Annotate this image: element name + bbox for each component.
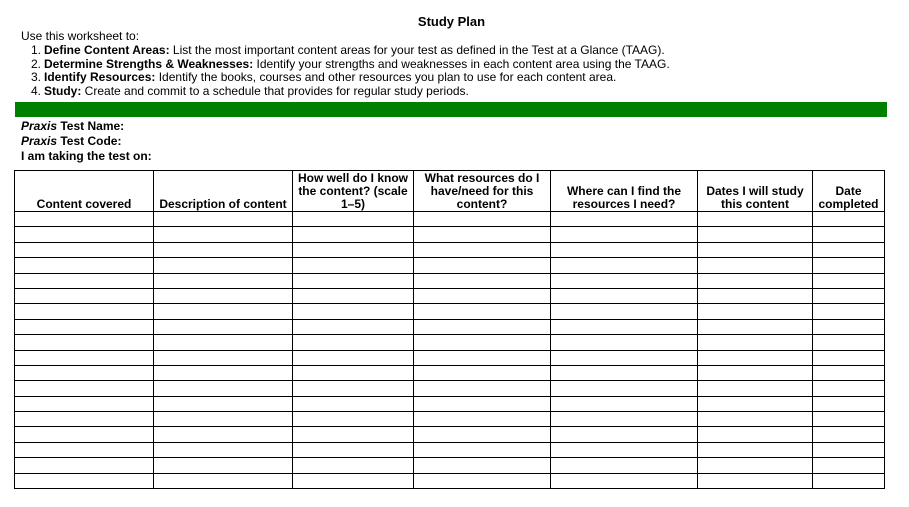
table-cell[interactable] [15,396,154,411]
table-header-row [15,171,885,212]
table-cell[interactable] [293,319,414,334]
table-cell[interactable] [154,258,293,273]
table-cell[interactable] [154,273,293,288]
table-cell[interactable] [414,319,551,334]
table-cell[interactable] [154,350,293,365]
table-row [15,381,885,396]
table-cell[interactable] [551,335,698,350]
table-cell[interactable] [698,350,813,365]
table-cell[interactable] [15,319,154,334]
table-cell[interactable] [154,412,293,427]
test-code-label: Test Code: [57,134,122,148]
instruction-text: Create and commit to a schedule that provides for regular study periods. [81,83,469,98]
table-cell[interactable] [813,258,885,273]
table-cell[interactable] [293,335,414,350]
table-cell[interactable] [551,412,698,427]
instruction-item [31,44,670,58]
table-cell[interactable] [813,396,885,411]
table-row [15,319,885,334]
table-cell[interactable] [813,242,885,257]
table-row [15,442,885,457]
table-cell[interactable] [293,396,414,411]
table-cell[interactable] [414,350,551,365]
instruction-item [31,58,670,72]
section-divider-bar [15,102,887,117]
instruction-text: List the most important content areas for your test as defined in the Test at a Glance (TAAG). [169,43,665,57]
table-cell[interactable] [698,412,813,427]
table-cell[interactable] [15,381,154,396]
table-cell[interactable] [551,212,698,227]
table-cell[interactable] [698,458,813,473]
table-cell[interactable] [154,365,293,380]
instruction-list [31,44,670,98]
header-content-covered: Content covered [15,171,154,212]
table-row [15,258,885,273]
instruction-item [31,71,670,85]
table-cell[interactable] [551,304,698,319]
table-cell[interactable] [414,335,551,350]
table-cell[interactable] [813,381,885,396]
table-cell[interactable] [414,473,551,488]
table-cell[interactable] [154,396,293,411]
table-cell[interactable] [698,242,813,257]
table-cell[interactable] [414,288,551,303]
header-knowledge-scale: How well do I know the content? (scale 1–5) [293,171,414,212]
table-cell[interactable] [154,335,293,350]
header-resources: What resources do I have/need for this content? [414,171,551,212]
table-row [15,242,885,257]
table-cell[interactable] [698,273,813,288]
table-cell[interactable] [698,288,813,303]
table-cell[interactable] [698,442,813,457]
table-cell[interactable] [15,335,154,350]
table-row [15,412,885,427]
table-cell[interactable] [293,381,414,396]
table-row [15,335,885,350]
table-cell[interactable] [414,227,551,242]
table-cell[interactable] [154,442,293,457]
table-cell[interactable] [813,304,885,319]
praxis-label: Praxis [21,119,58,133]
table-cell[interactable] [551,350,698,365]
table-cell[interactable] [15,212,154,227]
table-cell[interactable] [414,365,551,380]
table-row [15,273,885,288]
table-cell[interactable] [293,212,414,227]
test-name-field[interactable] [21,119,152,134]
header-date-completed: Date completed [813,171,885,212]
table-cell[interactable] [154,427,293,442]
table-cell[interactable] [551,273,698,288]
table-cell[interactable] [293,427,414,442]
table-row [15,304,885,319]
instruction-text: Identify your strengths and weaknesses in each content area using the TAAG. [253,56,670,71]
instruction-number: 4. [31,83,42,98]
table-cell[interactable] [813,273,885,288]
table-cell[interactable] [813,412,885,427]
table-cell[interactable] [15,427,154,442]
table-cell[interactable] [293,473,414,488]
table-cell[interactable] [15,365,154,380]
table-cell[interactable] [813,473,885,488]
table-cell[interactable] [813,227,885,242]
table-cell[interactable] [698,381,813,396]
table-cell[interactable] [414,458,551,473]
instruction-heading: Determine Strengths & Weaknesses: [44,56,254,71]
table-cell[interactable] [813,458,885,473]
table-cell[interactable] [293,288,414,303]
instruction-heading: Define Content Areas: [44,43,170,57]
table-cell[interactable] [293,273,414,288]
test-code-field[interactable] [21,134,152,149]
table-cell[interactable] [15,442,154,457]
table-cell[interactable] [15,304,154,319]
table-cell[interactable] [15,227,154,242]
table-cell[interactable] [293,412,414,427]
table-cell[interactable] [154,304,293,319]
table-cell[interactable] [698,427,813,442]
instruction-number: 1. [31,43,42,57]
table-row [15,396,885,411]
table-cell[interactable] [813,350,885,365]
table-row [15,350,885,365]
table-cell[interactable] [813,288,885,303]
table-cell[interactable] [15,412,154,427]
table-cell[interactable] [551,427,698,442]
table-row [15,288,885,303]
table-cell[interactable] [293,242,414,257]
instruction-text: Identify the books, courses and other resources you plan to use for each content area. [155,70,617,84]
table-cell[interactable] [15,288,154,303]
table-cell[interactable] [154,212,293,227]
table-cell[interactable] [551,242,698,257]
table-cell[interactable] [15,350,154,365]
table-cell[interactable] [293,442,414,457]
table-cell[interactable] [414,212,551,227]
table-cell[interactable] [414,242,551,257]
table-cell[interactable] [154,458,293,473]
table-cell[interactable] [551,442,698,457]
table-cell[interactable] [551,288,698,303]
test-name-label: Test Name: [57,119,125,133]
instruction-number: 2. [31,56,42,71]
table-cell[interactable] [698,258,813,273]
table-cell[interactable] [698,227,813,242]
table-cell[interactable] [154,319,293,334]
table-cell[interactable] [293,458,414,473]
table-cell[interactable] [414,442,551,457]
table-cell[interactable] [551,396,698,411]
table-row [15,473,885,488]
instruction-item [31,85,670,99]
table-cell[interactable] [698,319,813,334]
table-cell[interactable] [551,458,698,473]
table-cell[interactable] [15,458,154,473]
table-cell[interactable] [698,396,813,411]
table-row [15,458,885,473]
table-cell[interactable] [551,473,698,488]
instruction-heading: Study: [44,83,82,98]
table-cell[interactable] [293,350,414,365]
table-cell[interactable] [154,288,293,303]
table-cell[interactable] [813,335,885,350]
table-cell[interactable] [698,304,813,319]
table-cell[interactable] [154,227,293,242]
table-cell[interactable] [15,258,154,273]
table-row [15,427,885,442]
table-cell[interactable] [551,319,698,334]
table-cell[interactable] [698,212,813,227]
header-resource-location: Where can I find the resources I need? [551,171,698,212]
table-body [15,212,885,489]
intro-text: Use this worksheet to: [21,29,140,43]
table-cell[interactable] [414,273,551,288]
page-title: Study Plan [417,14,486,29]
table-cell[interactable] [551,381,698,396]
table-row [15,365,885,380]
table-cell[interactable] [154,473,293,488]
table-cell[interactable] [293,304,414,319]
table-cell[interactable] [293,227,414,242]
header-study-dates: Dates I will study this content [698,171,813,212]
table-cell[interactable] [414,427,551,442]
table-cell[interactable] [813,442,885,457]
table-cell[interactable] [813,365,885,380]
study-plan-table [14,170,885,489]
table-cell[interactable] [551,258,698,273]
table-cell[interactable] [414,258,551,273]
table-cell[interactable] [293,365,414,380]
test-date-field[interactable] [21,149,152,164]
table-cell[interactable] [813,427,885,442]
table-cell[interactable] [698,473,813,488]
table-cell[interactable] [698,335,813,350]
table-cell[interactable] [15,273,154,288]
praxis-label: Praxis [21,134,58,148]
instruction-heading: Identify Resources: [44,70,156,84]
table-cell[interactable] [154,381,293,396]
table-cell[interactable] [698,365,813,380]
table-cell[interactable] [414,396,551,411]
table-cell[interactable] [813,319,885,334]
table-cell[interactable] [414,412,551,427]
header-description: Description of content [154,171,293,212]
table-row [15,227,885,242]
table-cell[interactable] [15,473,154,488]
table-row [15,212,885,227]
test-date-label: I am taking the test on: [21,149,152,163]
table-cell[interactable] [551,365,698,380]
table-cell[interactable] [813,212,885,227]
table-cell[interactable] [551,227,698,242]
table-cell[interactable] [414,381,551,396]
instruction-number: 3. [31,70,42,84]
table-cell[interactable] [154,242,293,257]
test-info-fields [21,119,152,164]
table-cell[interactable] [293,258,414,273]
table-cell[interactable] [15,242,154,257]
table-cell[interactable] [414,304,551,319]
